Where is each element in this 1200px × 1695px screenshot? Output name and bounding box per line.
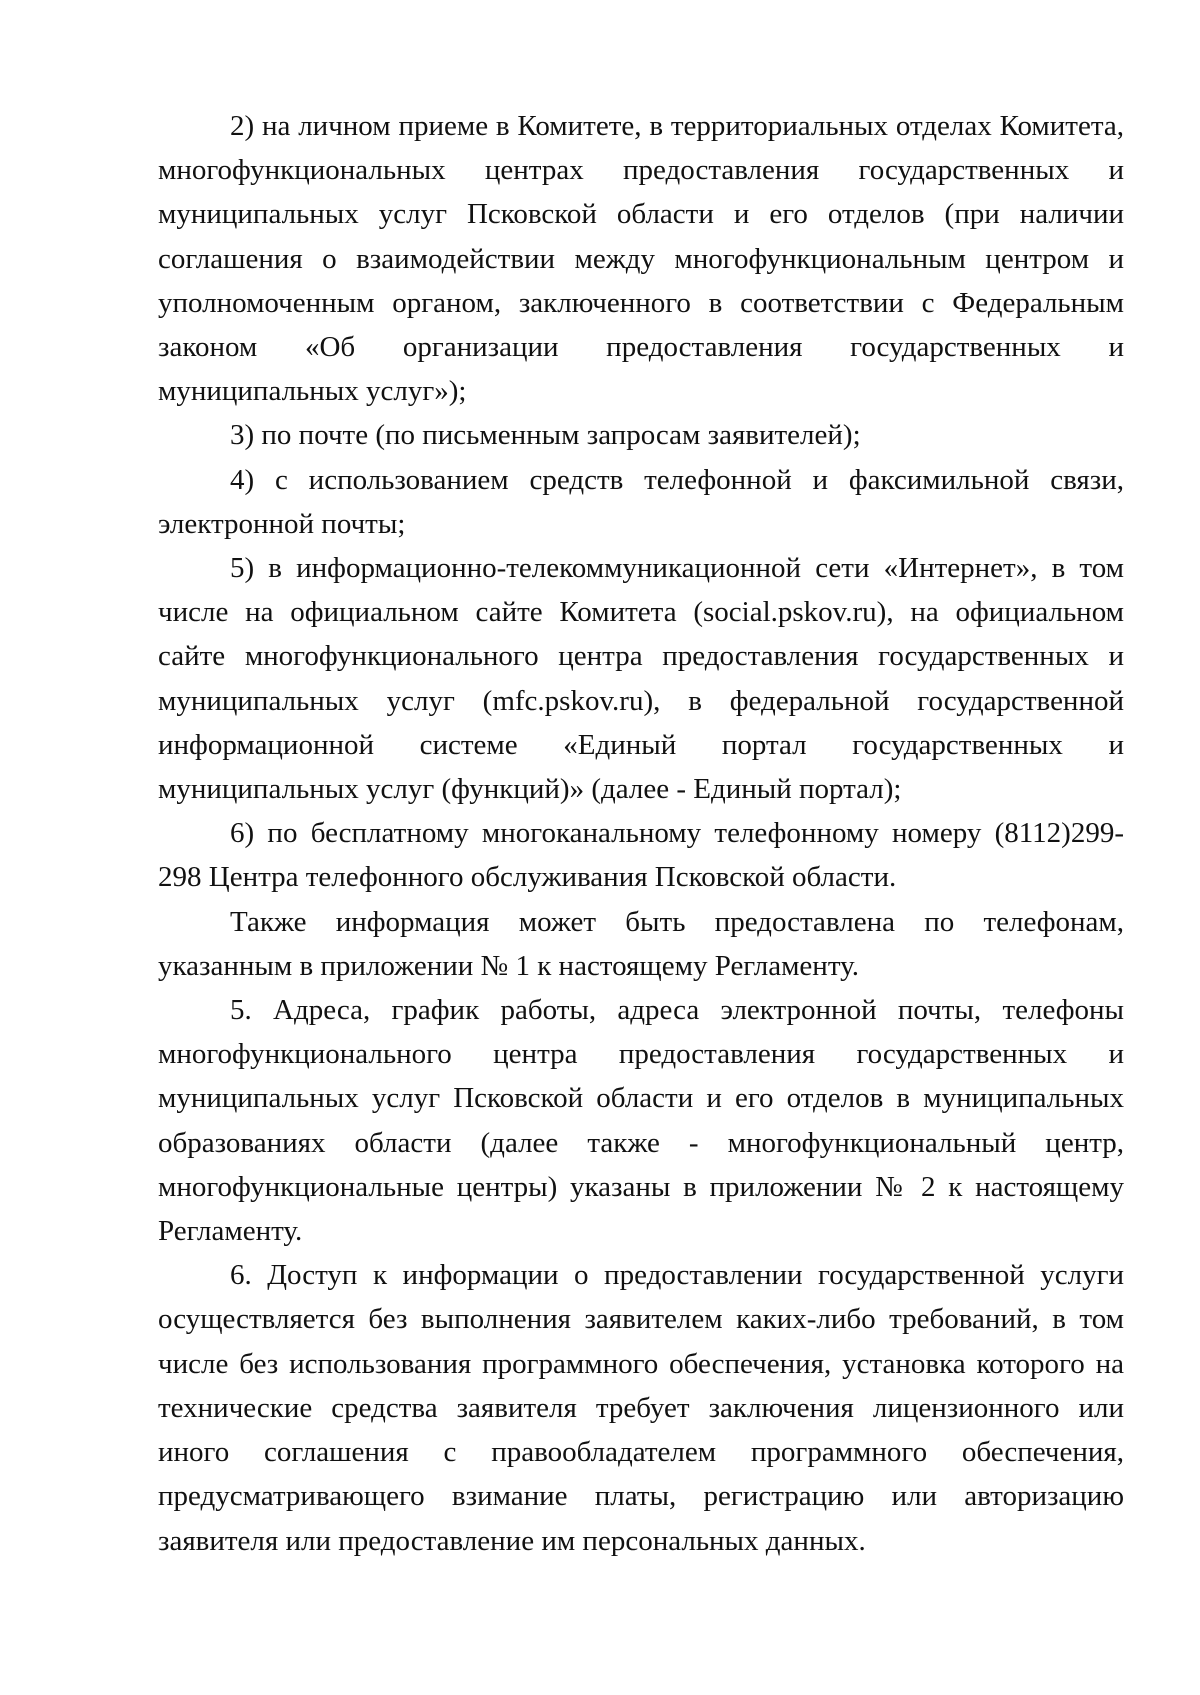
paragraph-section-5-addresses: 5. Адреса, график работы, адреса электронной почты, телефоны многофункционального центра предоставления государственных и муниципальных услуг Псковской области и его отделов в муниципальных образованиях области (далее также - многофункциональный центр, многофункциональные центры) указаны в приложении № 2 к настоящему Регламенту. (158, 994, 1124, 1248)
paragraph-section-6-access: 6. Доступ к информации о предоставлении государственной услуги осуществляется без выполнения заявителем каких-либо требований, в том числе без использования программного обеспечения, установка которого на технические средства заявителя требует заключения лицензионного или иного соглашения с правообладателем программного обеспечения, предусматривающего взимание платы, регистрацию или авторизацию заявителя или предоставление им персональных данных. (158, 1259, 1124, 1557)
paragraph-free-phone-number: 6) по бесплатному многоканальному телефонному номеру (8112)299-298 Центра телефонного обслуживания Псковской области. (158, 817, 1124, 894)
document-body (158, 104, 1124, 1563)
paragraph-phone-fax-email: 4) с использованием средств телефонной и факсимильной связи, электронной почты; (158, 463, 1124, 540)
paragraph-internet: 5) в информационно-телекоммуникационной сети «Интернет», в том числе на официальном сайте Комитета (social.pskov.ru), на официальном сайте многофункционального центра предоставления государственных и муниципальных услуг (mfc.pskov.ru), в федеральной государственной информационной системе «Единый портал государственных и муниципальных услуг (функций)» (далее - Единый портал); (158, 552, 1124, 806)
paragraph-by-mail: 3) по почте (по письменным запросам заявителей); (230, 419, 861, 452)
paragraph-in-person-reception: 2) на личном приеме в Комитете, в территориальных отделах Комитета, многофункциональных центрах предоставления государственных и муниципальных услуг Псковской области и его отделов (при наличии соглашения о взаимодействии между многофункциональным центром и уполномоченным органом, заключенного в соответствии с Федеральным законом «Об организации предоставления государственных и муниципальных услуг»); (158, 110, 1124, 408)
paragraph-phones-appendix-1: Также информация может быть предоставлена по телефонам, указанным в приложении № 1 к настоящему Регламенту. (158, 905, 1124, 982)
